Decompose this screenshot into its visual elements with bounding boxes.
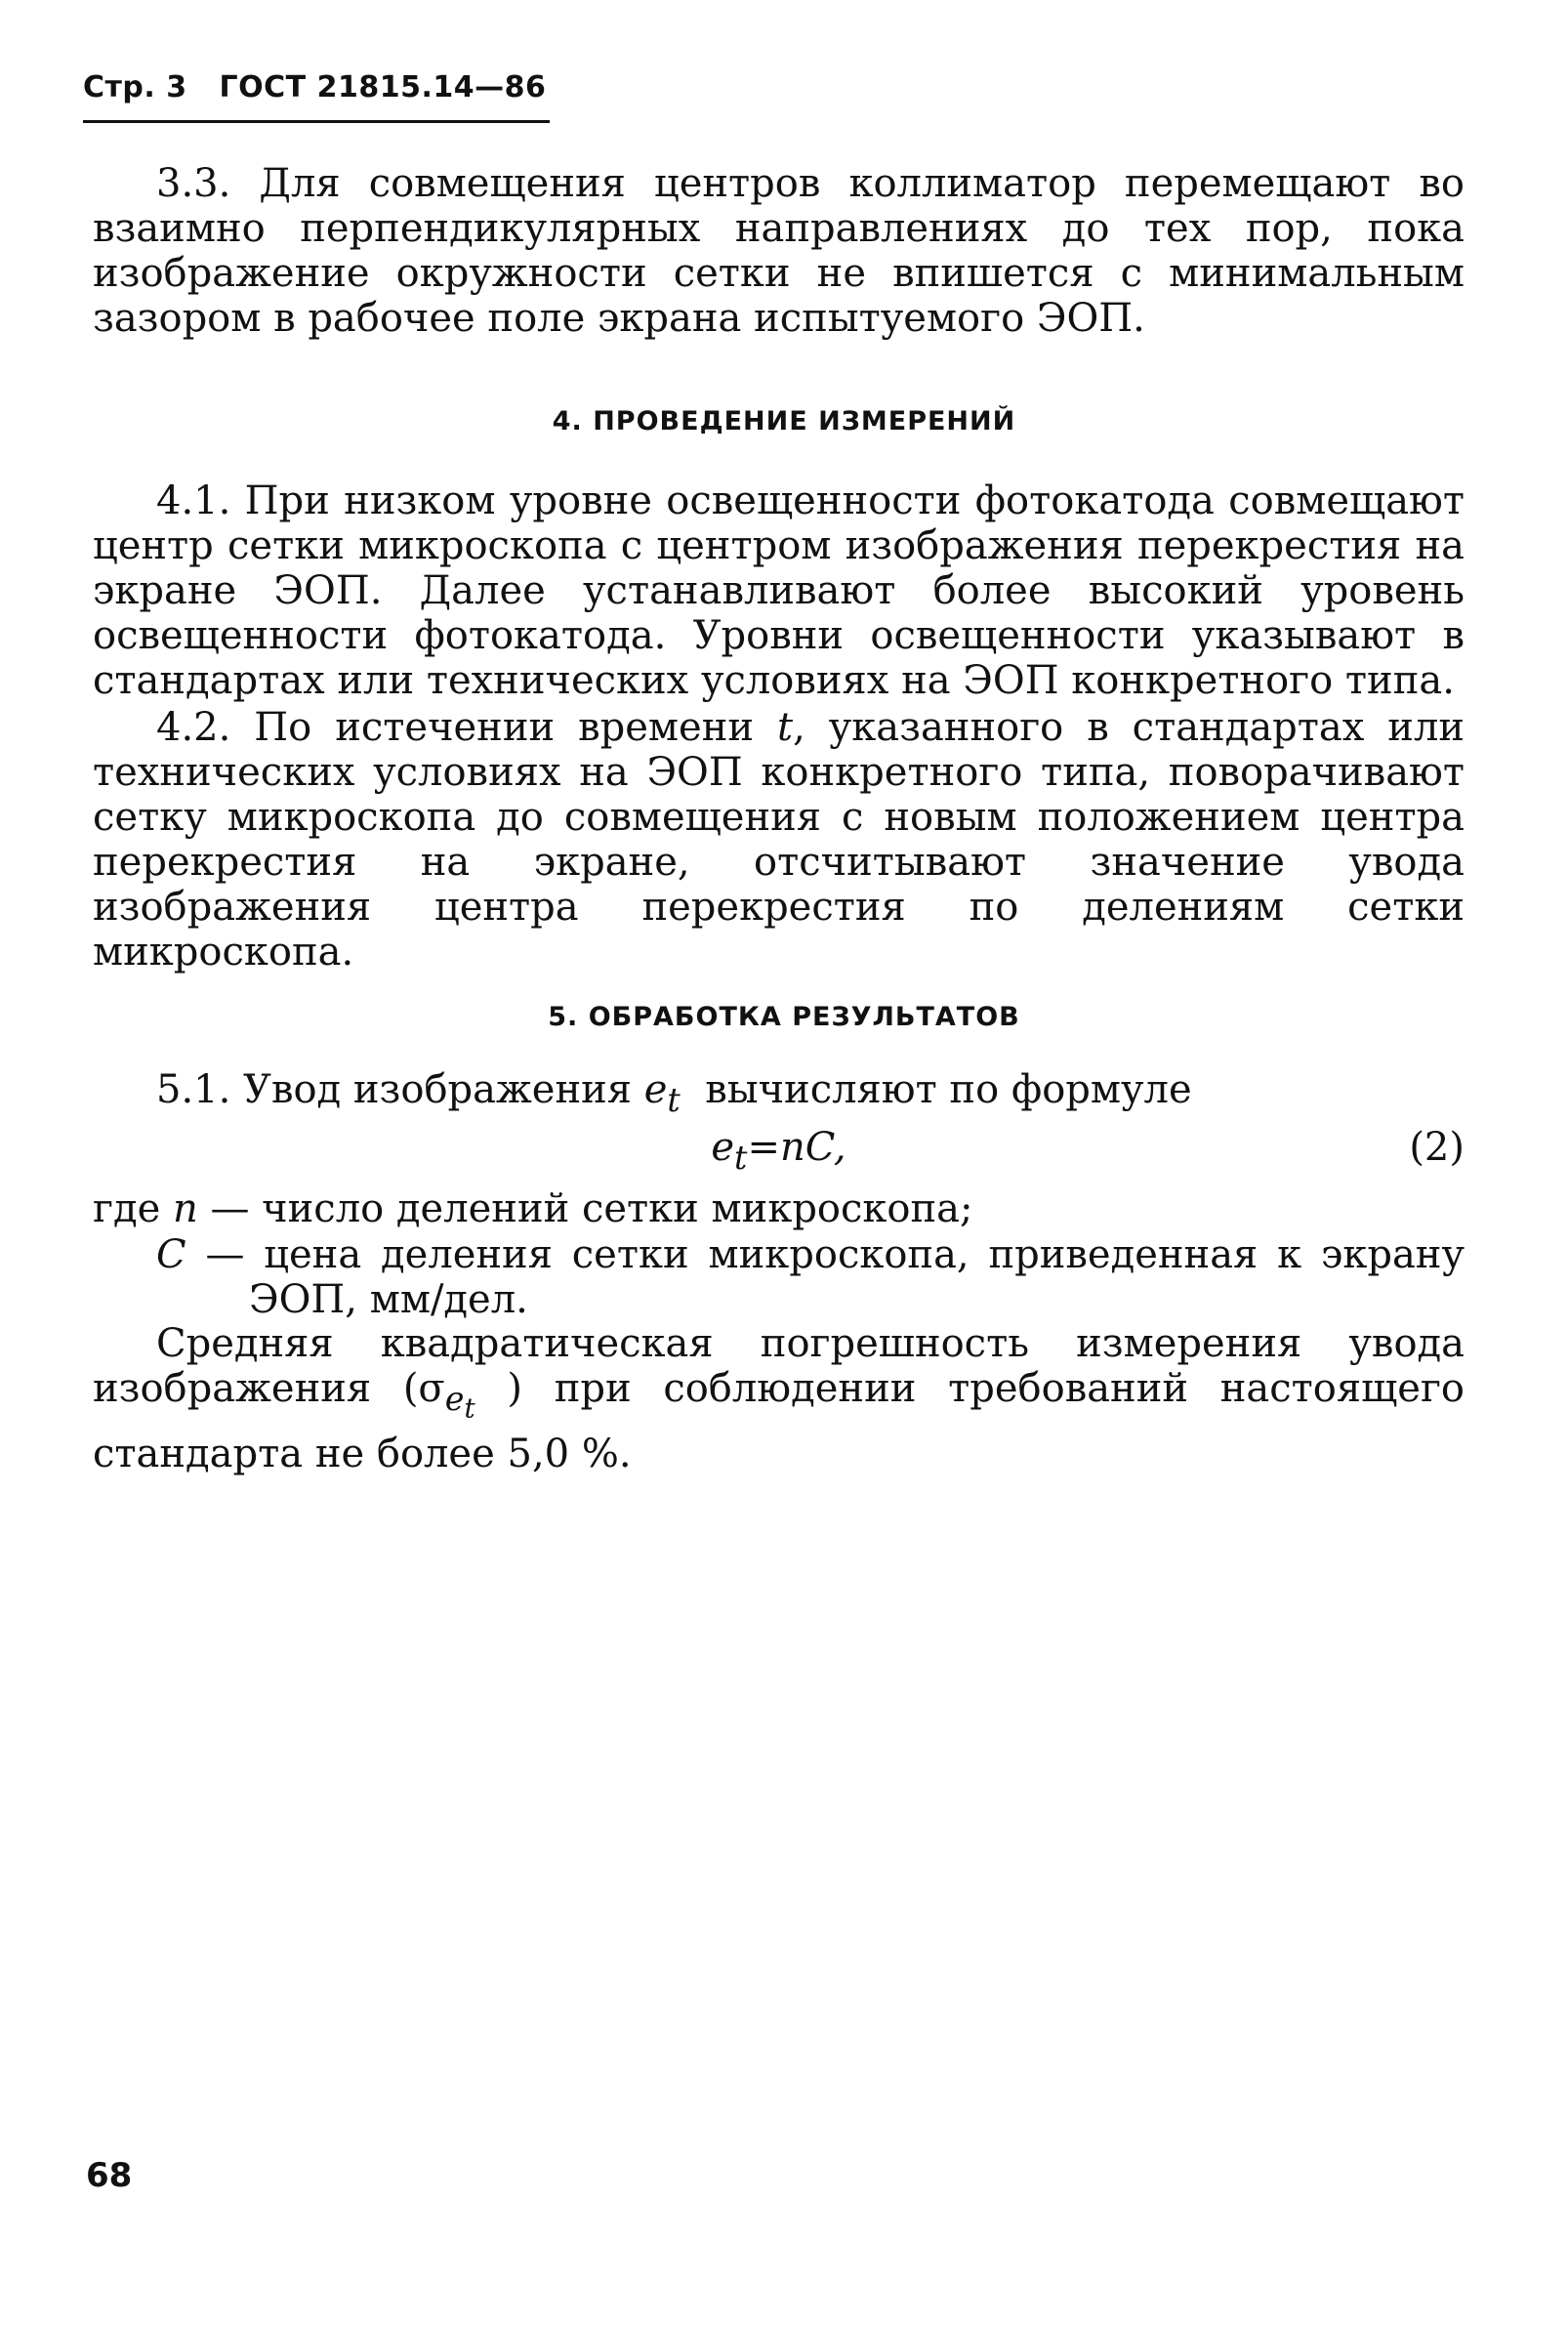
formula-line: [93, 1123, 1465, 1177]
page-label: Стр. 3: [83, 70, 187, 104]
sigma-subscript-e: e: [444, 1380, 465, 1418]
formula-lhs: e: [711, 1125, 735, 1170]
paragraph-5-1: [93, 1067, 1465, 1123]
standard-number: ГОСТ 21815.14—86: [219, 70, 547, 104]
definition-c: [156, 1232, 1465, 1322]
page-header: [83, 70, 552, 104]
paragraph-4-1: 4.1. При низком уровне освещенности фотокатода совмещают центр сетки микроскопа с центром изображения перекрестия на экране ЭОП. Далее устанавливают более высокий уровень освещенности фотокатода. Уровни освещенности указывают в стандартах или технических условиях на ЭОП конкретного типа.: [93, 478, 1465, 703]
accuracy-text-start: Средняя квадратическая погрешность измерения увода изображения (σ: [93, 1321, 1465, 1411]
header-rule: [83, 120, 550, 123]
paragraph-accuracy: [93, 1321, 1465, 1476]
variable-c: C: [156, 1232, 186, 1277]
formula: [93, 1123, 1465, 1183]
section-4-title: 4. ПРОВЕДЕНИЕ ИЗМЕРЕНИЙ: [552, 406, 1016, 436]
variable-e-subscript: t: [667, 1081, 681, 1119]
formula-number: (2): [1409, 1125, 1465, 1170]
paragraph-3-3: 3.3. Для совмещения центров коллиматор перемещают во взаимно перпендикулярных направлениях до тех пор, пока изображение окружности сетки не впишется с минимальным зазором в рабочее поле экрана испытуемого ЭОП.: [93, 161, 1465, 341]
page-number: 68: [86, 2156, 133, 2195]
variable-n: n: [172, 1186, 198, 1231]
paragraph-4-2-start: 4.2. По истечении времени: [156, 705, 755, 750]
variable-e: e: [643, 1067, 668, 1112]
formula-rhs: =nC,: [747, 1125, 846, 1170]
paragraph-5-1-start: 5.1. Увод изображения: [156, 1067, 633, 1112]
paragraph-4-2: [93, 705, 1465, 975]
sigma-subscript-t: t: [464, 1391, 475, 1425]
accuracy-text-end: ) при соблюдении требований настоящего стандарта не более 5,0 %.: [93, 1366, 1465, 1476]
definition-n-text: — число делений сетки микроскопа;: [210, 1186, 973, 1231]
definition-n: [93, 1186, 1465, 1231]
formula-subscript: t: [734, 1139, 748, 1177]
variable-t: t: [777, 705, 794, 750]
where-word: где: [93, 1186, 161, 1231]
paragraph-5-1-end: вычисляют по формуле: [705, 1067, 1192, 1112]
paragraph-4-2-rest: , указанного в стандартах или технических условиях на ЭОП конкретного типа, поворачивают сетку микроскопа до совмещения с новым положением центра перекрестия на экране, отсчитывают значение увода изображения центра перекрестия по делениям сетки микроскопа.: [93, 705, 1465, 975]
definition-c-text: — цена деления сетки микроскопа, приведенная к экрану ЭОП, мм/дел.: [205, 1232, 1465, 1322]
section-5-title: 5. ОБРАБОТКА РЕЗУЛЬТАТОВ: [548, 1002, 1020, 1032]
